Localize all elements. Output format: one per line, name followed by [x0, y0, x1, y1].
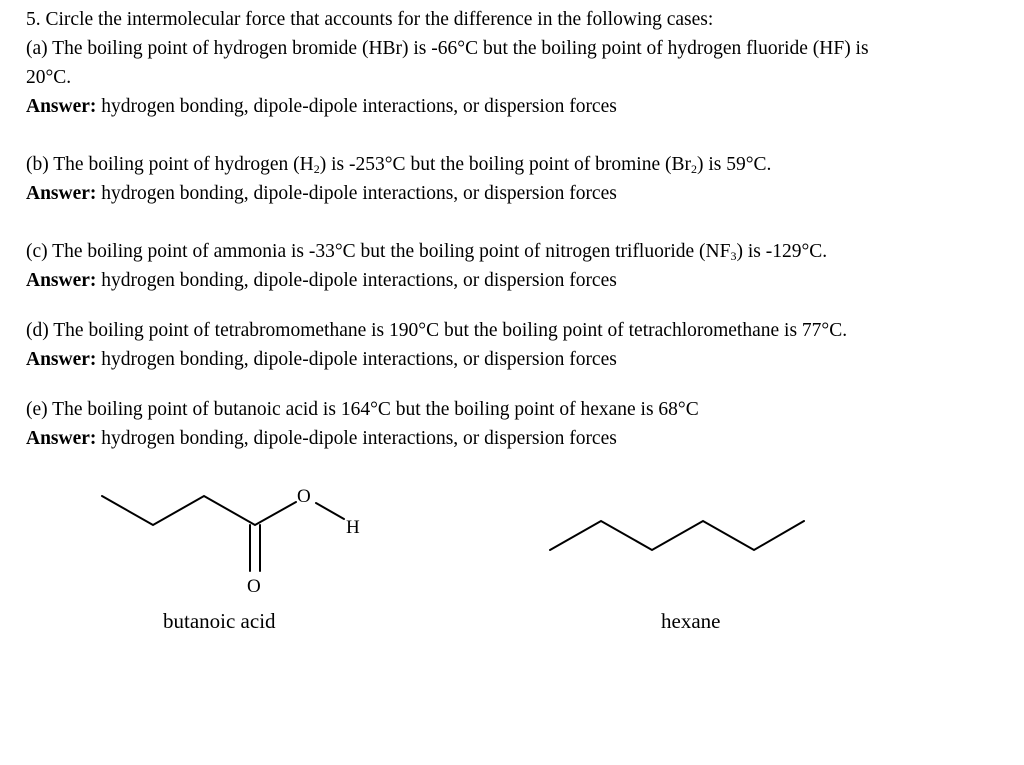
part-c-text-pre: (c) The boiling point of ammonia is -33°C but the boiling point of nitrogen trifluoride (NF — [26, 241, 731, 262]
part-a-line-1: (a) The boiling point of hydrogen bromide (HBr) is -66°C but the boiling point of hydrogen fluoride (HF) is — [26, 38, 869, 59]
question-document — [26, 5, 1006, 453]
butanoic-acid-carbon-chain — [102, 496, 296, 525]
structures-area — [0, 470, 1024, 650]
answer-choices: hydrogen bonding, dipole-dipole interactions, or dispersion forces — [101, 270, 617, 291]
butanoic-acid-label: butanoic acid — [163, 609, 276, 633]
part-d-question: (d) The boiling point of tetrabromomethane is 190°C but the boiling point of tetrachloromethane is 77°C. — [26, 320, 848, 341]
answer-label: Answer: — [26, 349, 97, 370]
part-c-question — [26, 237, 1006, 266]
answer-label: Answer: — [26, 428, 97, 449]
structures-svg — [0, 470, 1024, 650]
butanoic-acid-carbonyl-oxygen: O — [247, 576, 261, 597]
part-a-answer — [26, 92, 1006, 121]
answer-label: Answer: — [26, 183, 97, 204]
answer-choices: hydrogen bonding, dipole-dipole interactions, or dispersion forces — [101, 428, 617, 449]
hexane-carbon-chain — [550, 521, 804, 550]
answer-choices: hydrogen bonding, dipole-dipole interactions, or dispersion forces — [101, 183, 617, 204]
part-b-subscript-1: 2 — [313, 162, 320, 176]
part-e-question: (e) The boiling point of butanoic acid is 164°C but the boiling point of hexane is 68°C — [26, 399, 699, 420]
part-b-text-pre: (b) The boiling point of hydrogen (H — [26, 154, 314, 175]
answer-choices: hydrogen bonding, dipole-dipole interactions, or dispersion forces — [101, 349, 617, 370]
hexane-structure — [550, 521, 804, 550]
answer-choices: hydrogen bonding, dipole-dipole interactions, or dispersion forces — [101, 96, 617, 117]
butanoic-acid-hydrogen: H — [346, 517, 360, 538]
butanoic-acid-o-h-bond — [316, 503, 344, 519]
butanoic-acid-hydroxyl-oxygen: O — [297, 486, 311, 507]
answer-label: Answer: — [26, 270, 97, 291]
part-e-answer — [26, 424, 1006, 453]
part-c-subscript-1: 3 — [730, 249, 737, 263]
part-a-line-2: 20°C. — [26, 67, 72, 88]
part-b-question — [26, 150, 1006, 179]
part-d-answer — [26, 345, 1006, 374]
question-title: 5. Circle the intermolecular force that accounts for the difference in the following cases: — [26, 9, 714, 30]
hexane-label: hexane — [661, 609, 721, 633]
butanoic-acid-structure — [102, 496, 344, 571]
part-b-text-mid: ) is -253°C but the boiling point of bromine (Br — [319, 154, 691, 175]
part-b-text-post: ) is 59°C. — [697, 154, 772, 175]
part-b-subscript-2: 2 — [691, 162, 697, 176]
part-b-answer — [26, 179, 1006, 208]
answer-label: Answer: — [26, 96, 97, 117]
part-c-answer — [26, 266, 1006, 295]
part-c-text-post: ) is -129°C. — [736, 241, 828, 262]
